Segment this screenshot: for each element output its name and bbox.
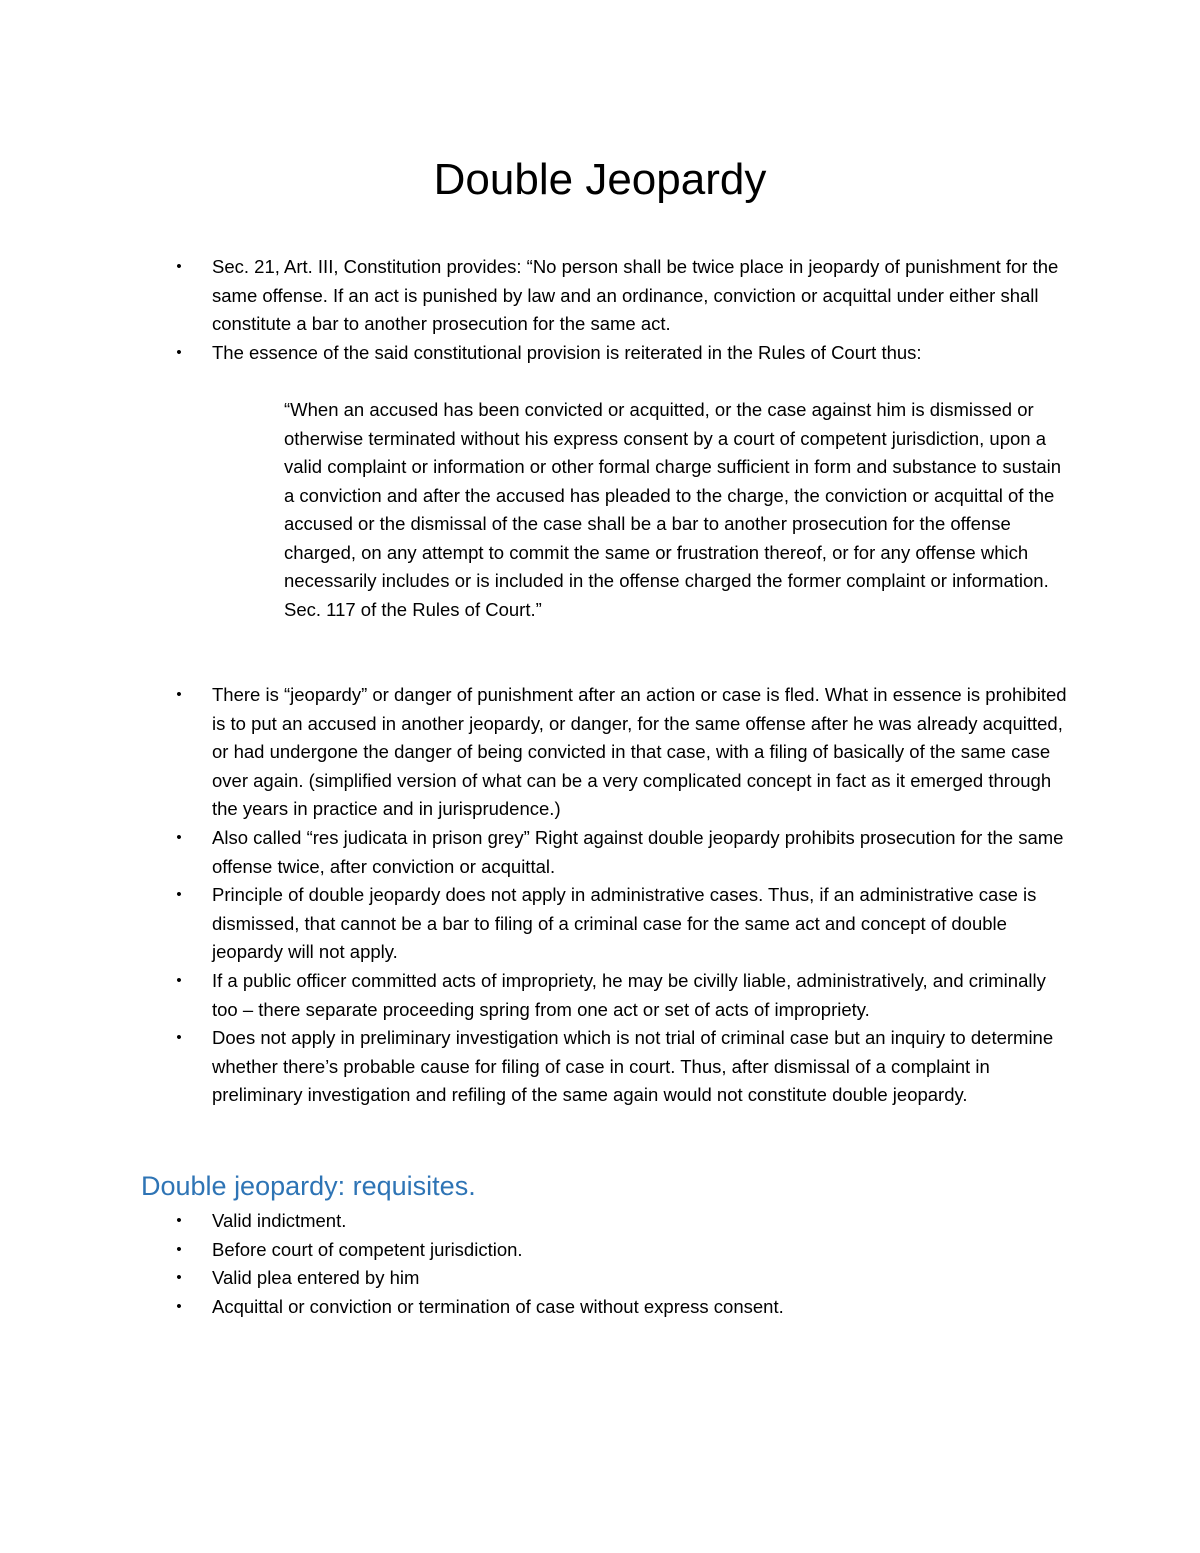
list-item-text: Valid plea entered by him bbox=[212, 1267, 420, 1289]
list-item bbox=[0, 881, 1068, 967]
list-item bbox=[0, 1207, 1068, 1236]
list-item-text: The essence of the said constitutional provision is reiterated in the Rules of Court thus: bbox=[212, 341, 922, 363]
list-item-text: Valid indictment. bbox=[212, 1210, 347, 1231]
bullet-icon: • bbox=[176, 258, 182, 275]
bullet-icon: • bbox=[176, 1029, 182, 1047]
bullet-icon: • bbox=[176, 971, 182, 989]
list-item-text: Does not apply in preliminary investigation which is not trial of criminal case but an inquiry to determine whether there’s probable cause for filing of case in court. Thus, after dismissal of a complaint in preliminary investigation and refiling of the same again would not constitute double jeopardy. bbox=[212, 1027, 1054, 1106]
list-item-text: Before court of competent jurisdiction. bbox=[212, 1238, 523, 1260]
list-item bbox=[0, 1024, 1068, 1110]
list-item-text: If a public officer committed acts of impropriety, he may be civilly liable, administratively, and criminally too – there separate proceeding spring from one act or set of acts of impropriety. bbox=[212, 969, 1046, 1020]
list-item-text: Also called “res judicata in prison grey” Right against double jeopardy prohibits prosecution for the same offense twice, after conviction or acquittal. bbox=[212, 826, 1064, 877]
list-item bbox=[0, 967, 1068, 1024]
document-title: Double Jeopardy bbox=[433, 155, 767, 204]
list-item-text: Sec. 21, Art. III, Constitution provides: “No person shall be twice place in jeopardy of punishment for the same offense. If an act is punished by law and an ordinance, conviction or acquittal under either shall constitute a bar to another prosecution for the same act. bbox=[212, 256, 1059, 335]
bullet-icon: • bbox=[176, 886, 182, 904]
requisites-list bbox=[0, 1207, 1068, 1321]
list-item-text: Principle of double jeopardy does not apply in administrative cases. Thus, if an administrative case is dismissed, that cannot be a bar to filing of a criminal case for the same act and concept of double jeopardy will not apply. bbox=[212, 884, 1037, 963]
requisites-heading: Double jeopardy: requisites. bbox=[141, 1171, 476, 1201]
list-item bbox=[0, 339, 1068, 368]
bullet-icon: • bbox=[176, 343, 182, 361]
list-item bbox=[0, 253, 1068, 339]
list-item bbox=[0, 681, 1068, 824]
list-item-text: There is “jeopardy” or danger of punishment after an action or case is fled. What in essence is prohibited is to put an accused in another jeopardy, or danger, for the same offense after he was already acquitted, or had undergone the danger of being convicted in that case, with a filing of basically of the same case over again. (simplified version of what can be a very complicated concept in fact as it emerged through the years in practice and in jurisprudence.) bbox=[212, 684, 1067, 820]
bullet-icon: • bbox=[176, 1297, 182, 1315]
rules-of-court-quote: “When an accused has been convicted or acquitted, or the case against him is dismissed or otherwise terminated without his express consent by a court of competent jurisdiction, upon a valid complaint or information or other formal charge sufficient in form and substance to sustain a conviction and after the accused has pleaded to the charge, the conviction or acquittal of the accused or the dismissal of the case shall be a bar to another prosecution for the offense charged, on any attempt to commit the same or frustration thereof, or for any offense which necessarily includes or is included in the offense charged the former complaint or information. Sec. 117 of the Rules of Court.” bbox=[284, 399, 1062, 620]
bullet-icon: • bbox=[176, 828, 182, 846]
bullet-icon: • bbox=[176, 1269, 182, 1287]
bullet-icon: • bbox=[176, 1212, 182, 1229]
list-item bbox=[0, 1264, 1068, 1293]
list-item bbox=[0, 824, 1068, 881]
list-item-text: Acquittal or conviction or termination of case without express consent. bbox=[212, 1295, 784, 1317]
bullet-icon: • bbox=[176, 686, 182, 703]
list-item bbox=[0, 1236, 1068, 1265]
main-bullet-list bbox=[0, 681, 1068, 1110]
list-item bbox=[0, 1293, 1068, 1322]
intro-bullet-list bbox=[0, 253, 1068, 367]
bullet-icon: • bbox=[176, 1240, 182, 1258]
